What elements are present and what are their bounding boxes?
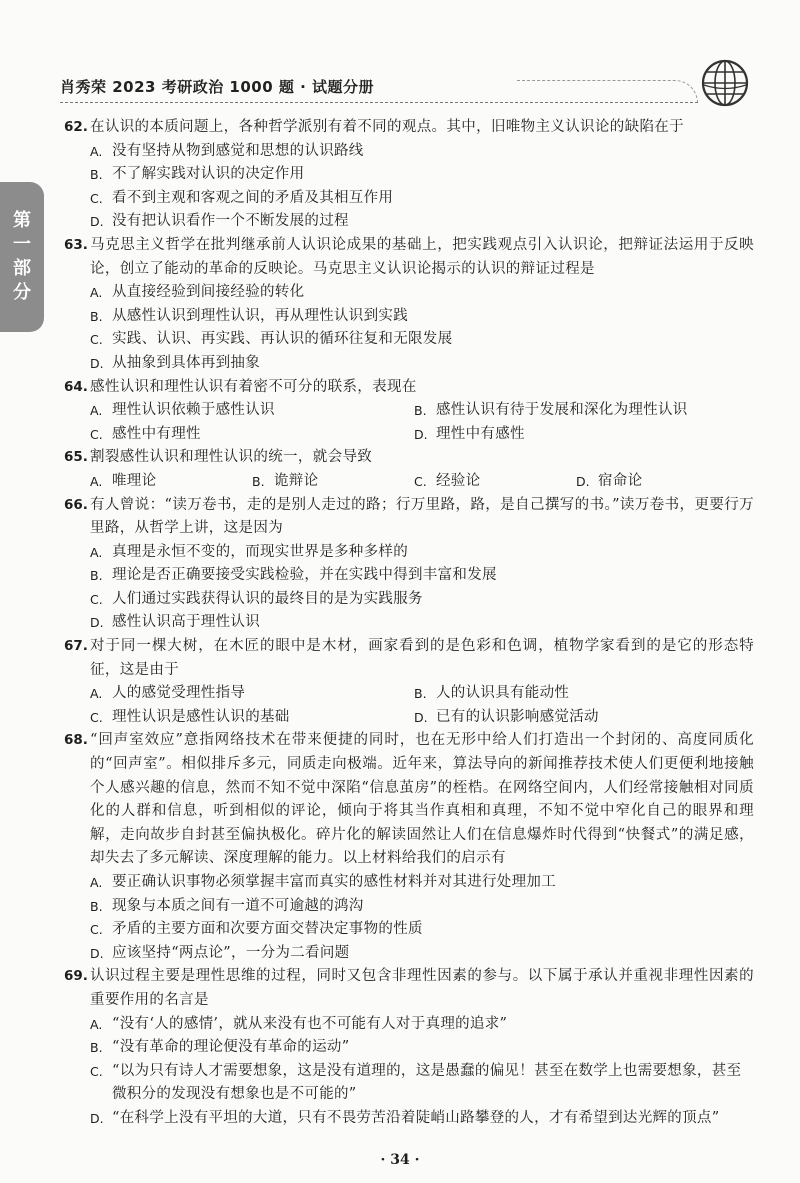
question-number: 65. [64, 449, 88, 466]
globe-icon [700, 58, 750, 108]
question-stem: 割裂感性认识和理性认识的统一，就会导致 [90, 449, 373, 466]
option-b: B. 理论是否正确要接受实践检验，并在实践中得到丰富和发展 [90, 567, 497, 584]
question-67 [64, 635, 754, 729]
option-a: A. 理性认识依赖于感性认识 [90, 402, 275, 419]
option-b: B. 感性认识有待于发展和深化为理性认识 [414, 402, 688, 419]
option-c: C. 矛盾的主要方面和次要方面交替决定事物的性质 [90, 921, 423, 938]
option-d: D. 感性认识高于理性认识 [90, 614, 260, 631]
header-decoration-arc [517, 80, 698, 103]
option-a: A. 从直接经验到间接经验的转化 [90, 284, 305, 301]
option-a: A. “没有‘人的感情’，就从来没有也不可能有人对于真理的追求” [90, 1015, 508, 1032]
question-number: 67. [64, 638, 88, 655]
option-b: B. 诡辩论 [252, 472, 319, 489]
option-c: C. 人们通过实践获得认识的最终目的是为实践服务 [90, 590, 423, 607]
question-63 [64, 234, 754, 376]
option-c: C. 看不到主观和客观之间的矛盾及其相互作用 [90, 189, 394, 206]
book-title: 肖秀荣 2023 考研政治 1000 题 · 试题分册 [60, 78, 375, 96]
question-number: 64. [64, 378, 88, 395]
question-number: 68. [64, 732, 88, 749]
question-62 [64, 116, 754, 234]
option-b: B. 人的认识具有能动性 [414, 685, 570, 702]
option-d: D. 理性中有感性 [414, 425, 525, 442]
option-d: D. 已有的认识影响感觉活动 [414, 708, 599, 725]
option-d: D. “在科学上没有平坦的大道，只有不畏劳苦沿着陡峭山路攀登的人，才有希望到达光辉的顶点” [90, 1109, 720, 1126]
question-number: 63. [64, 236, 88, 253]
header-dashed-rule [60, 102, 698, 103]
option-d: D. 没有把认识看作一个不断发展的过程 [90, 213, 349, 230]
question-stem: 认识过程主要是理性思维的过程，同时又包含非理性因素的参与。以下属于承认并重视非理性因素的重要作用的名言是 [90, 968, 754, 1008]
question-66 [64, 494, 754, 636]
question-list [64, 116, 754, 1131]
question-stem: 对于同一棵大树，在木匠的眼中是木材，画家看到的是色彩和色调，植物学家看到的是它的形态特征，这是由于 [90, 638, 754, 678]
question-stem: 有人曾说：“读万卷书，走的是别人走过的路；行万里路，路，是自己撰写的书。”读万卷书，更要行万里路，从哲学上讲，这是因为 [90, 496, 754, 537]
option-a: A. 人的感觉受理性指导 [90, 685, 246, 702]
page-number: · 34 · [380, 1152, 420, 1168]
option-a: A. 唯理论 [90, 472, 157, 489]
option-a: A. 真理是永恒不变的，而现实世界是多种多样的 [90, 543, 408, 560]
option-d: D. 宿命论 [576, 472, 643, 489]
option-c: C. 理性认识是感性认识的基础 [90, 708, 290, 725]
question-stem: 在认识的本质问题上，各种哲学派别有着不同的观点。其中，旧唯物主义认识论的缺陷在于 [90, 119, 684, 135]
question-64 [64, 376, 754, 447]
question-number: 69. [64, 968, 88, 985]
question-stem: 马克思主义哲学在批判继承前人认识论成果的基础上，把实践观点引入认识论，把辩证法运用于反映论，创立了能动的革命的反映论。马克思主义认识论揭示的认识的辩证过程是 [90, 236, 754, 277]
option-a: A. 没有坚持从物到感觉和思想的认识路线 [90, 142, 364, 159]
question-stem: “回声室效应”意指网络技术在带来便捷的同时，也在无形中给人们打造出一个封闭的、高度同质化的“回声室”。相似排斥多元，同质走向极端。近年来，算法导向的新闻推荐技术使人们更便利地接触个人感兴趣的信息，然而不知不觉中深陷“信息茧房”的桎梏。在网络空间内，人们经常接触相对同质化的人群和信息，听到相似的评论，倾向于将其当作真相和真理，不知不觉中窄化自己的眼界和理解，走向故步自封甚至偏执极化。碎片化的解读固然让人们在信息爆炸时代得到“快餐式”的满足感，却失去了多元解读、深度理解的能力。以上材料给我们的启示有 [90, 732, 754, 867]
option-c: C. 实践、认识、再实践、再认识的循环往复和无限发展 [90, 331, 453, 348]
option-d: D. 从抽象到具体再到抽象 [90, 354, 260, 371]
option-c: C. 经验论 [414, 472, 481, 489]
option-b: B. “没有革命的理论便没有革命的运动” [90, 1039, 350, 1056]
question-65 [64, 446, 754, 493]
option-b: B. 从感性认识到理性认识，再从理性认识到实践 [90, 307, 408, 324]
option-a: A. 要正确认识事物必须掌握丰富而真实的感性材料并对其进行处理加工 [90, 874, 556, 890]
option-b: B. 不了解实践对认识的决定作用 [90, 166, 305, 183]
section-side-tab-label: 第一部分 [13, 210, 31, 303]
running-header [60, 72, 750, 112]
option-c: C. 感性中有理性 [90, 425, 201, 442]
question-number: 66. [64, 496, 88, 513]
question-69 [64, 965, 754, 1130]
option-c: C. “以为只有诗人才需要想象，这是没有道理的，这是愚蠢的偏见！甚至在数学上也需要想象，甚至微积分的发现没有想象也是不可能的” [90, 1062, 742, 1103]
question-number: 62. [64, 119, 88, 135]
question-68 [64, 729, 754, 965]
option-d: D. 应该坚持“两点论”，一分为二看问题 [90, 944, 350, 961]
option-b: B. 现象与本质之间有一道不可逾越的鸿沟 [90, 897, 364, 914]
section-side-tab [0, 182, 44, 332]
question-stem: 感性认识和理性认识有着密不可分的联系，表现在 [90, 378, 417, 395]
